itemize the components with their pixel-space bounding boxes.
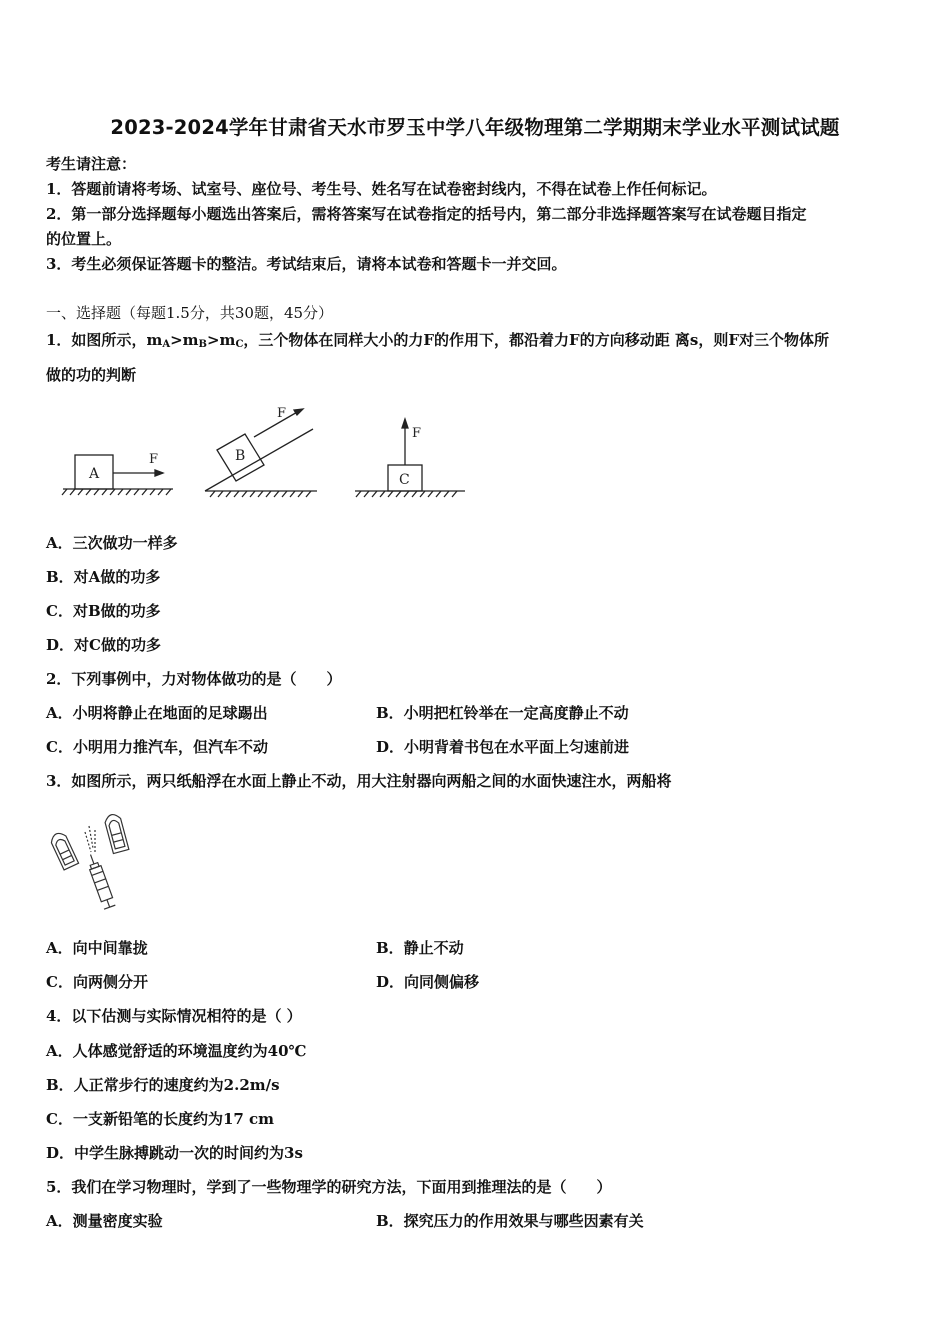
figure-b [205,409,317,497]
q1-option-b: B．对A做的功多 [46,568,161,586]
q1-stem: 1．如图所示，$m_A>m_B>m_C$，三个物体在同样大小的力F的作用下，都沿着力F的方向移动距 离s，则F对三个物体所 [46,331,830,350]
left-boat [49,831,79,870]
q4-option-c: C．一支新铅笔的长度约为17 cm [46,1110,275,1128]
right-boat [104,813,129,854]
q4-option-b: B．人正常步行的速度约为2.2m/s [46,1076,280,1094]
q3-option-d: D．向同侧偏移 [376,973,480,991]
q5-stem: 5．我们在学习物理时，学到了一些物理学的研究方法，下面用到推理法的是（ ） [46,1178,612,1196]
figure-a-force-label: F [149,452,159,467]
section-heading: 一、选择题（每题1.5分，共30题，45分） [46,304,334,322]
figure-b-force-label: F [277,406,287,421]
q4-option-d: D．中学生脉搏跳动一次的时间约为3s [46,1144,303,1162]
page-title: 2023-2024学年甘肃省天水市罗玉中学八年级物理第二学期期末学业水平测试试题 [110,116,840,139]
figure-a-label: A [89,466,100,482]
q1-option-c: C．对B做的功多 [46,602,161,620]
q3-option-b: B．静止不动 [376,939,464,957]
q1-stem-line2: 做的功的判断 [46,366,137,384]
q1-option-a: A．三次做功一样多 [46,534,178,552]
q2-option-a: A．小明将静止在地面的足球踢出 [46,704,268,722]
q2-option-d: D．小明背着书包在水平面上匀速前进 [376,738,630,756]
q5-option-b: B．探究压力的作用效果与哪些因素有关 [376,1212,644,1230]
figure-b-label: B [235,448,246,464]
notice-heading: 考生请注意： [46,155,137,173]
notice-item: 1．答题前请将考场、试室号、座位号、考生号、姓名写在试卷密封线内，不得在试卷上作任何标记。 [46,180,717,198]
notice-item: 的位置上。 [46,230,122,248]
q4-stem: 4．以下估测与实际情况相符的是（ ） [46,1007,302,1025]
syringe [85,853,115,910]
q3-option-a: A．向中间靠拢 [46,939,148,957]
figure-c-force-label: F [412,426,422,441]
figure-c-label: C [399,472,410,488]
q2-stem: 2．下列事例中，力对物体做功的是（ ） [46,670,342,688]
q5-option-a: A．测量密度实验 [46,1212,163,1230]
q1-figure [55,395,475,510]
q2-option-b: B．小明把杠铃举在一定高度静止不动 [376,704,629,722]
q3-figure [45,808,140,913]
notice-item: 3．考生必须保证答题卡的整洁。考试结束后，请将本试卷和答题卡一并交回。 [46,255,567,273]
q3-stem: 3．如图所示，两只纸船浮在水面上静止不动，用大注射器向两船之间的水面快速注水，两船将 [46,772,672,790]
q3-option-c: C．向两侧分开 [46,973,148,991]
q4-option-a: A．人体感觉舒适的环境温度约为40℃ [46,1042,307,1060]
q2-option-c: C．小明用力推汽车，但汽车不动 [46,738,268,756]
notice-item: 2．第一部分选择题每小题选出答案后，需将答案写在试卷指定的括号内，第二部分非选择题答案写在试卷题目指定 [46,205,807,223]
figure-c [355,419,465,497]
q1-option-d: D．对C做的功多 [46,636,161,654]
